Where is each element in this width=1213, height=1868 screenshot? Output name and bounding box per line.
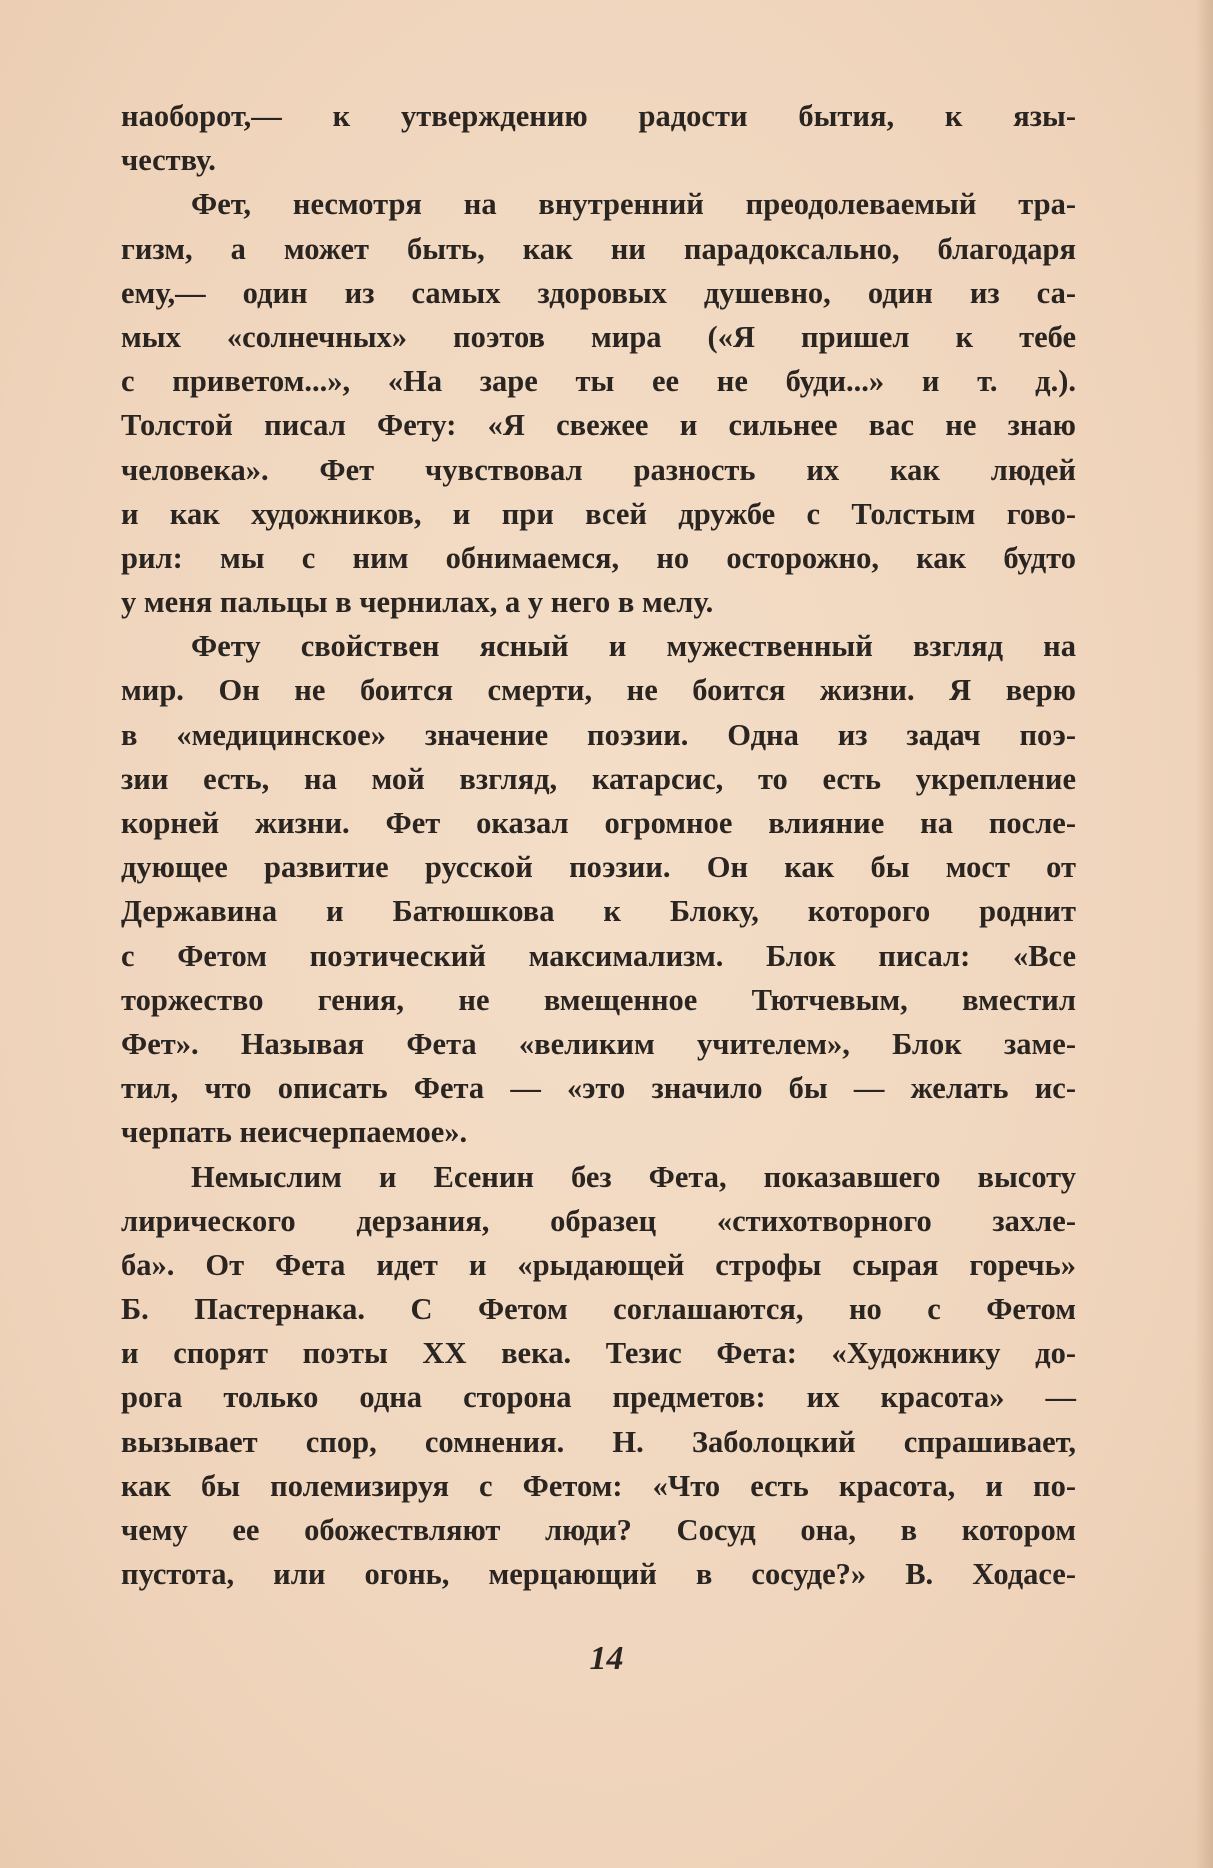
paragraph <box>121 1155 1076 1597</box>
text-line: тил, что описать Фета — «это значило бы — желать ис- <box>121 1071 1076 1106</box>
text-line: чему ее обожествляют люди? Сосуд она, в котором <box>121 1513 1076 1547</box>
text-line: ба». От Фета идет и «рыдающей строфы сырая горечь» <box>121 1247 1076 1282</box>
paragraph <box>121 624 1076 1154</box>
page-edge-shadow <box>1195 0 1213 1868</box>
body-text <box>121 94 1076 1596</box>
text-line: человека». Фет чувствовал разность их как людей <box>121 452 1076 487</box>
text-line: как бы полемизируя с Фетом: «Что есть красота, и по- <box>121 1468 1076 1503</box>
text-line: Фет». Называя Фета «великим учителем», Блок заме- <box>121 1026 1076 1061</box>
text-line: торжество гения, не вмещенное Тютчевым, вместил <box>121 982 1076 1017</box>
text-line: мир. Он не боится смерти, не боится жизни. Я верю <box>121 673 1076 708</box>
text-line: и спорят поэты XX века. Тезис Фета: «Художнику до- <box>121 1336 1076 1371</box>
text-line: наоборот,— к утверждению радости бытия, к язы- <box>121 99 1076 133</box>
text-line: зии есть, на мой взгляд, катарсис, то есть укрепление <box>121 761 1076 796</box>
text-line: у меня пальцы в чернилах, а у него в мелу. <box>121 585 714 620</box>
page-number: 14 <box>589 1640 624 1677</box>
text-line: лирического дерзания, образец «стихотворного захле- <box>121 1203 1076 1238</box>
text-line: Толстой писал Фету: «Я свежее и сильнее вас не знаю <box>121 408 1076 443</box>
text-line: Б. Пастернака. С Фетом соглашаются, но с Фетом <box>121 1292 1076 1327</box>
text-line: и как художников, и при всей дружбе с Толстым гово- <box>121 496 1076 531</box>
text-line: ему,— один из самых здоровых душевно, один из са- <box>121 275 1076 310</box>
text-line: честву. <box>121 143 216 178</box>
text-line: гизм, а может быть, как ни парадоксально, благодаря <box>121 231 1076 266</box>
paragraph <box>121 94 1076 182</box>
text-line: корней жизни. Фет оказал огромное влияние на после- <box>121 806 1076 840</box>
text-line: Немыслим и Есенин без Фета, показавшего высоту <box>191 1159 1076 1194</box>
text-line: рога только одна сторона предметов: их красота» — <box>121 1380 1076 1415</box>
text-line: дующее развитие русской поэзии. Он как бы мост от <box>121 850 1076 885</box>
text-line: с Фетом поэтический максимализм. Блок писал: «Все <box>121 938 1076 973</box>
text-line: с приветом...», «На заре ты ее не буди...» и т. д.). <box>121 364 1076 399</box>
paragraph <box>121 182 1076 624</box>
text-line: Фету свойствен ясный и мужественный взгляд на <box>191 629 1076 664</box>
text-line: Державина и Батюшкова к Блоку, которого роднит <box>121 894 1076 929</box>
text-line: пустота, или огонь, мерцающий в сосуде?» В. Ходасе- <box>121 1557 1076 1592</box>
text-line: рил: мы с ним обнимаемся, но осторожно, как будто <box>121 540 1076 575</box>
text-line: черпать неисчерпаемое». <box>121 1115 468 1150</box>
text-line: Фет, несмотря на внутренний преодолеваемый тра- <box>191 187 1076 222</box>
text-line: вызывает спор, сомнения. Н. Заболоцкий спрашивает, <box>121 1424 1076 1459</box>
text-line: в «медицинское» значение поэзии. Одна из задач поэ- <box>121 717 1076 752</box>
text-line: мых «солнечных» поэтов мира («Я пришел к тебе <box>121 319 1076 354</box>
